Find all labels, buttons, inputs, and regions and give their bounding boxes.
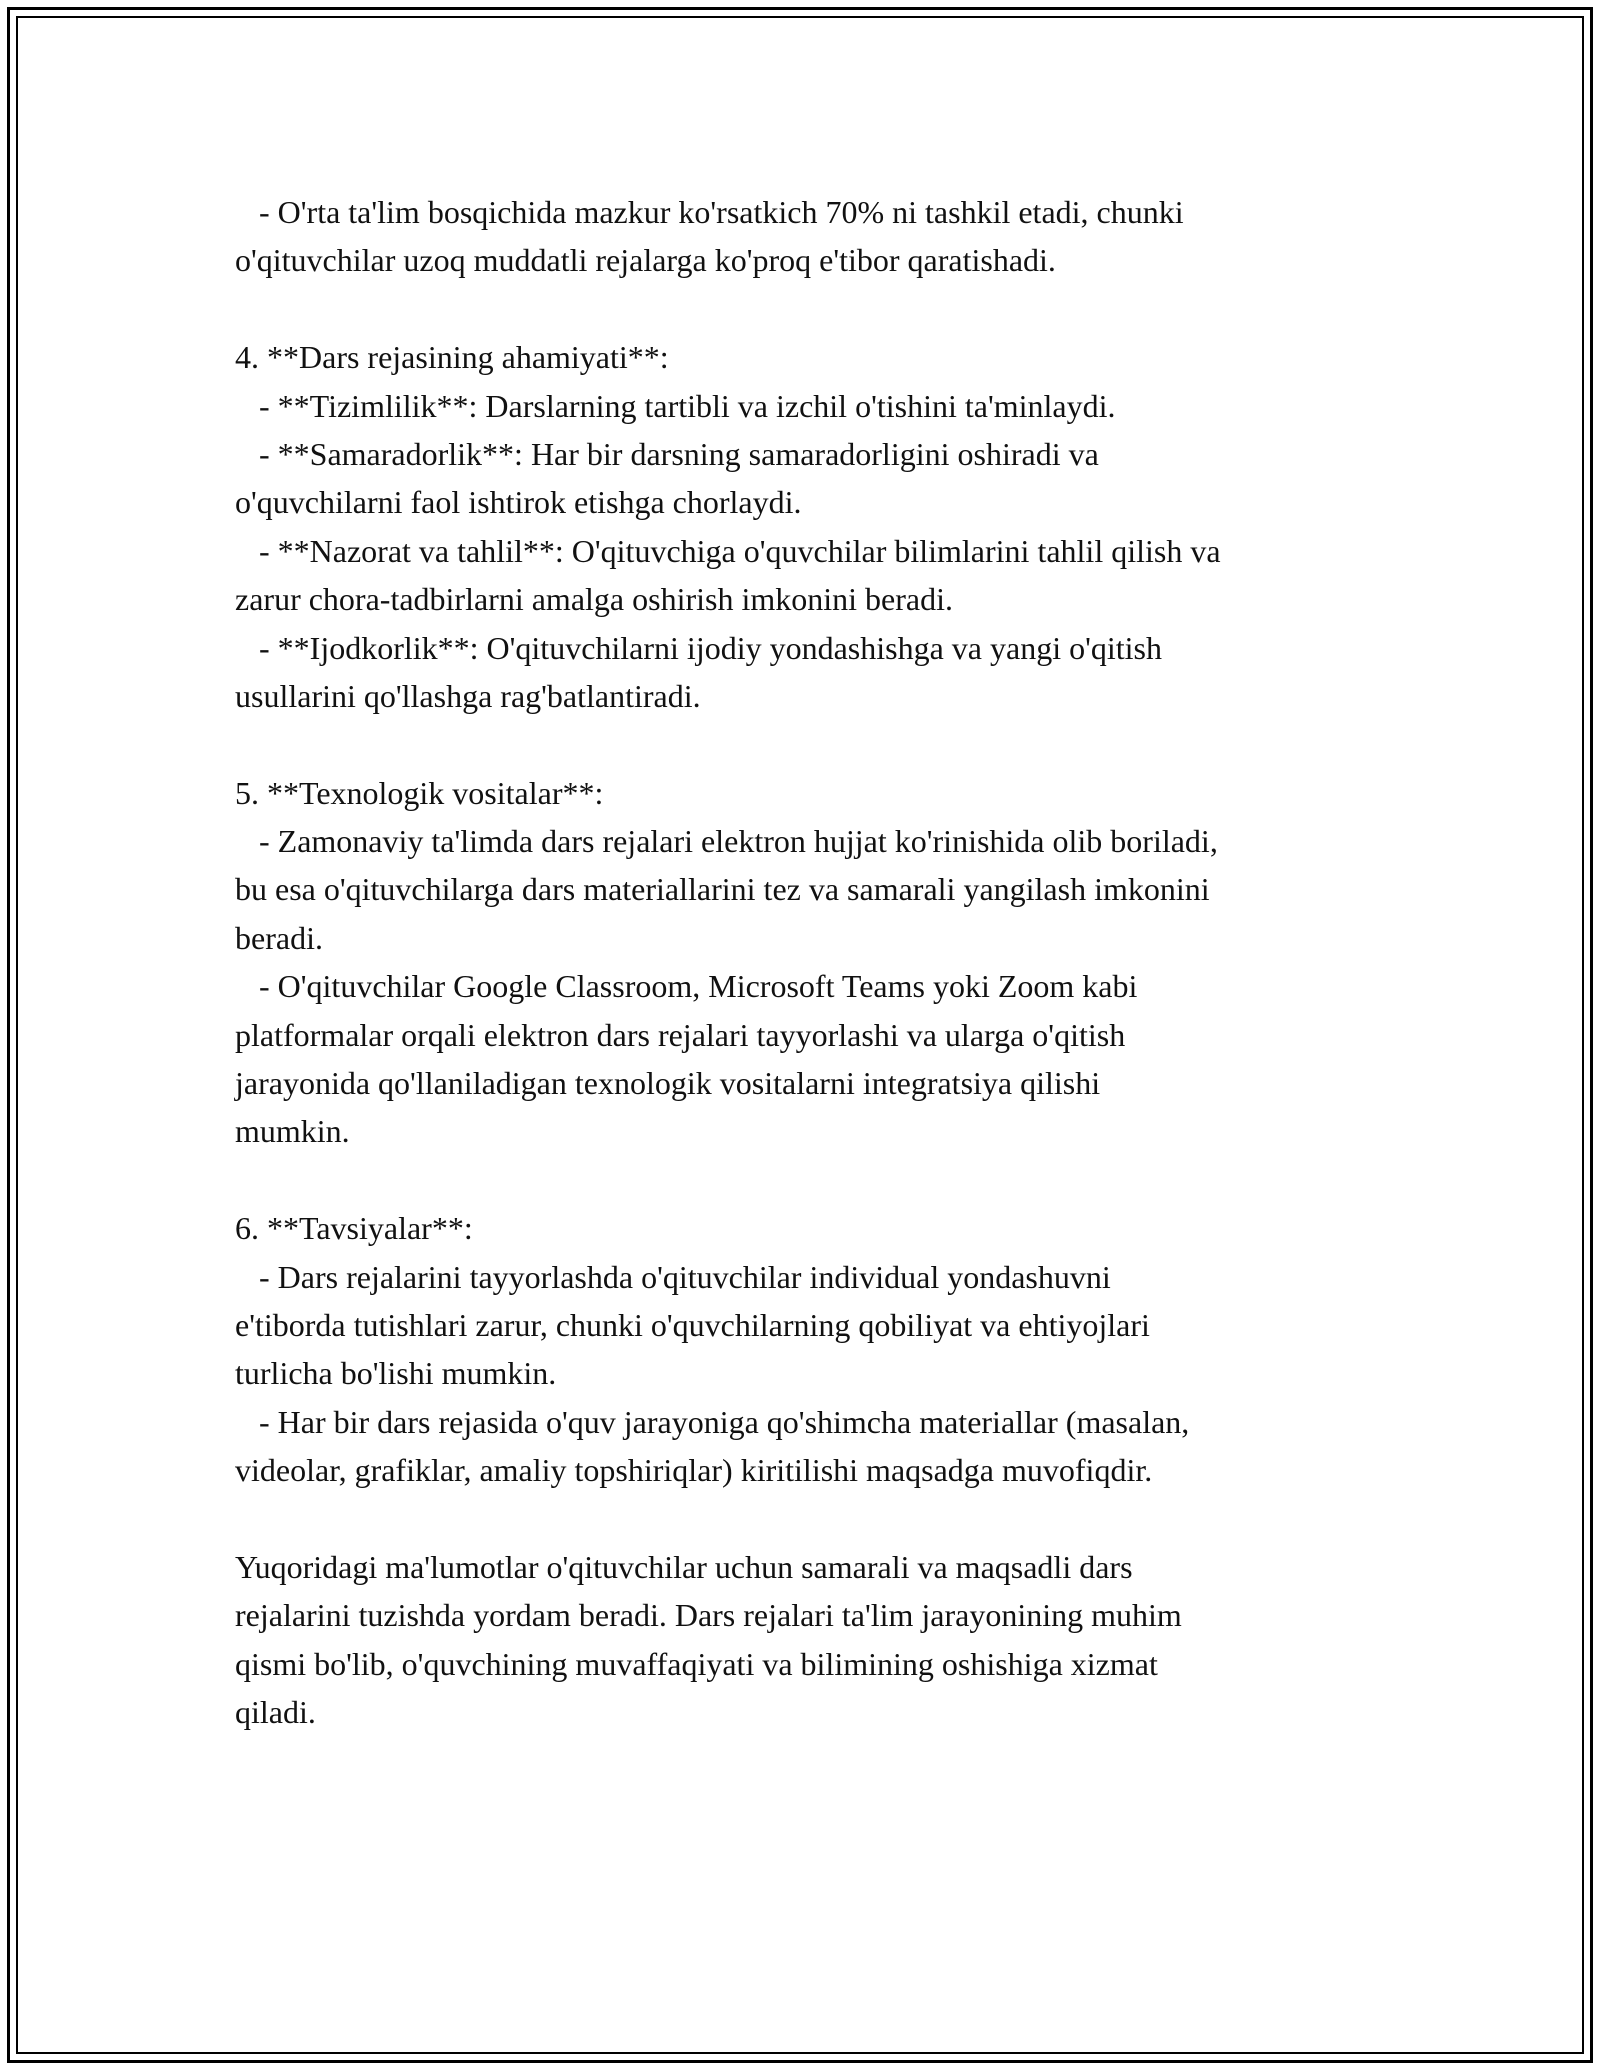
text-line: e'tiborda tutishlari zarur, chunki o'quvchilarning qobiliyat va ehtiyojlari [235,1306,1150,1343]
text-line: - Dars rejalarini tayyorlashda o'qituvchilar individual yondashuvni [235,1258,1111,1295]
paragraph-spacer [235,1495,1385,1543]
text-line: qiladi. [235,1694,316,1731]
paragraph [235,1543,1385,1737]
text-line: videolar, grafiklar, amaliy topshiriqlar) kiritilishi maqsadga muvofiqdir. [235,1452,1153,1489]
text-line: - O'qituvchilar Google Classroom, Microsoft Teams yoki Zoom kabi [235,968,1138,1005]
text-line: zarur chora-tadbirlarni amalga oshirish imkonini beradi. [235,581,953,618]
text-line: o'qituvchilar uzoq muddatli rejalarga ko'proq e'tibor qaratishadi. [235,242,1056,279]
paragraph [235,1204,1385,1494]
text-line: 6. **Tavsiyalar**: [235,1210,473,1247]
paragraph [235,769,1385,1156]
text-line: turlicha bo'lishi mumkin. [235,1355,557,1392]
text-line: jarayonida qo'llaniladigan texnologik vositalarni integratsiya qilishi [235,1065,1101,1102]
paragraph-spacer [235,285,1385,333]
text-line: mumkin. [235,1113,350,1150]
text-line: - Har bir dars rejasida o'quv jarayoniga qo'shimcha materiallar (masalan, [235,1403,1190,1440]
text-line: bu esa o'qituvchilarga dars materiallarini tez va samarali yangilash imkonini [235,871,1210,908]
paragraph [235,333,1385,720]
paragraph [235,188,1385,285]
text-line: - **Samaradorlik**: Har bir darsning samaradorligini oshiradi va [235,435,1099,472]
text-line: rejalarini tuzishda yordam beradi. Dars rejalari ta'lim jarayonining muhim [235,1597,1182,1634]
paragraph-spacer [235,1156,1385,1204]
text-line: o'quvchilarni faol ishtirok etishga chorlaydi. [235,484,802,521]
text-line: 5. **Texnologik vositalar**: [235,774,604,811]
text-line: Yuqoridagi ma'lumotlar o'qituvchilar uchun samarali va maqsadli dars [235,1548,1133,1585]
text-line: - **Ijodkorlik**: O'qituvchilarni ijodiy yondashishga va yangi o'qitish [235,629,1162,666]
text-line: - **Nazorat va tahlil**: O'qituvchiga o'quvchilar bilimlarini tahlil qilish va [235,532,1221,569]
text-line: platformalar orqali elektron dars rejalari tayyorlashi va ularga o'qitish [235,1016,1126,1053]
text-line: usullarini qo'llashga rag'batlantiradi. [235,677,701,714]
paragraph-spacer [235,720,1385,768]
document-body [235,188,1385,1737]
text-line: - Zamonaviy ta'limda dars rejalari elektron hujjat ko'rinishida olib boriladi, [235,823,1218,860]
text-line: qismi bo'lib, o'quvchining muvaffaqiyati va bilimining oshishiga xizmat [235,1645,1158,1682]
text-line: 4. **Dars rejasining ahamiyati**: [235,339,669,376]
text-line: - **Tizimlilik**: Darslarning tartibli va izchil o'tishini ta'minlaydi. [235,387,1116,424]
text-line: - O'rta ta'lim bosqichida mazkur ko'rsatkich 70% ni tashkil etadi, chunki [235,194,1184,230]
text-line: beradi. [235,919,323,956]
